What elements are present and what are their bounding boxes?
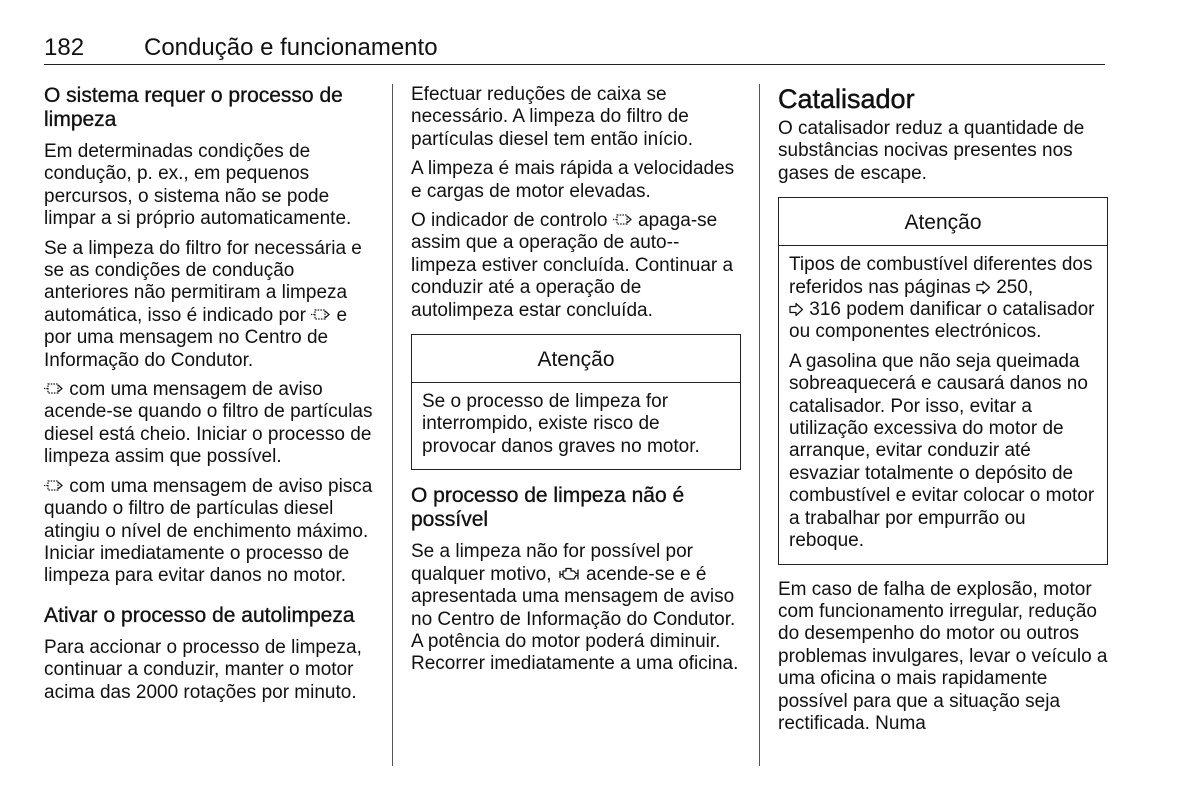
paragraph	[411, 541, 741, 675]
section-heading-not-possible: O processo de limpeza não é possível	[411, 484, 685, 532]
warning-title: Atenção	[779, 198, 1107, 246]
page-number: 182	[44, 34, 85, 61]
paragraph: Em determinadas condições de condução, p. ex., em pequenos percursos, o sistema não se pode limpar a si próprio automaticamente.	[44, 141, 352, 230]
diesel-particulate-filter-icon	[613, 211, 633, 228]
warning-box	[411, 334, 741, 470]
paragraph: Em caso de falha de explosão, motor com funcionamento irregular, redução do desempenho do motor ou outros problemas invulgares, levar o veículo a uma oficina o mais rapidamente possível para que a situação seja rectificada. Numa	[778, 578, 1108, 734]
text-span: podem danificar o catalisador ou componentes electrónicos.	[789, 299, 1095, 343]
text-span: Se a limpeza do filtro for necessária e se as condições de condução anteriores não permitiram a limpeza automática, isso é indicado por	[44, 237, 362, 326]
column-2	[411, 84, 741, 683]
warning-box	[778, 197, 1108, 564]
check-engine-icon	[557, 565, 581, 582]
section-heading-activate: Ativar o processo de autolimpeza	[44, 603, 355, 627]
warning-text: A gasolina que não seja queimada sobreaquecerá e causará danos no catalisador. Por isso, evitar a utilização excessiva do motor de arranque, evitar conduzir até esvaziar totalmente o depósito de combustível e evitar colocar o motor a trabalhar por empurrão ou reboque.	[789, 350, 1095, 552]
text-span: Se a limpeza não for possível por qualquer motivo,	[411, 541, 693, 585]
column-divider	[392, 84, 393, 766]
column-1	[44, 84, 376, 711]
column-3	[778, 84, 1108, 742]
page-reference-arrow-icon[interactable]	[789, 302, 804, 317]
text-span: com uma mensagem de aviso pisca quando o filtro de partículas diesel atingiu o nível de enchimento máximo. Iniciar imediatamente o processo de limpeza para evitar danos no motor.	[44, 475, 373, 587]
paragraph: O catalisador reduz a quantidade de substâncias nocivas presentes nos gases de escape.	[778, 118, 1085, 184]
chapter-title: Condução e funcionamento	[144, 34, 438, 61]
diesel-particulate-filter-icon	[311, 306, 331, 323]
warning-text	[789, 254, 1097, 344]
paragraph	[44, 379, 376, 469]
paragraph: A limpeza é mais rápida a velocidades e cargas de motor elevadas.	[411, 158, 735, 202]
text-span: e por uma mensagem no Centro de Informação do Condutor.	[44, 304, 348, 371]
text-span: Tipos de combustível diferentes dos referidos nas páginas	[789, 254, 1093, 298]
text-span: com uma mensagem de aviso acende-se quando o filtro de partículas diesel está cheio. Iniciar o processo de limpeza assim que possível.	[44, 379, 373, 468]
text-span: apaga-se assim que a operação de auto--limpeza estiver concluída. Continuar a conduzir até a operação de autolimpeza estar concluída.	[411, 210, 734, 321]
paragraph: Efectuar reduções de caixa se necessário. A limpeza do filtro de partículas diesel tem então início.	[411, 84, 693, 150]
page-reference-arrow-icon[interactable]	[976, 280, 991, 295]
paragraph	[44, 238, 376, 372]
section-heading-regen-needed: O sistema requer o processo de limpeza	[44, 84, 343, 131]
section-heading-catalyst: Catalisador	[778, 84, 915, 114]
warning-body	[412, 383, 740, 469]
warning-text: Se o processo de limpeza for interrompido, existe risco de provocar danos graves no motor.	[422, 391, 700, 457]
page-header	[44, 34, 1105, 65]
text-span: O indicador de controlo	[411, 210, 608, 232]
warning-title: Atenção	[412, 335, 740, 383]
column-divider	[759, 84, 760, 766]
page-reference-link[interactable]: 316	[809, 299, 841, 321]
page-reference-link[interactable]: 250,	[996, 276, 1034, 298]
paragraph	[44, 476, 376, 588]
diesel-particulate-filter-icon	[44, 477, 64, 494]
paragraph	[411, 210, 741, 322]
paragraph: Para accionar o processo de limpeza, continuar a conduzir, manter o motor acima das 2000 rotações por minuto.	[44, 636, 362, 703]
warning-body	[779, 246, 1107, 563]
text-span: acende-se e é apresentada uma mensagem de aviso no Centro de Informação do Condutor. A potência do motor poderá diminuir. Recorrer imediatamente a uma oficina.	[411, 563, 739, 675]
diesel-particulate-filter-icon	[44, 380, 64, 397]
